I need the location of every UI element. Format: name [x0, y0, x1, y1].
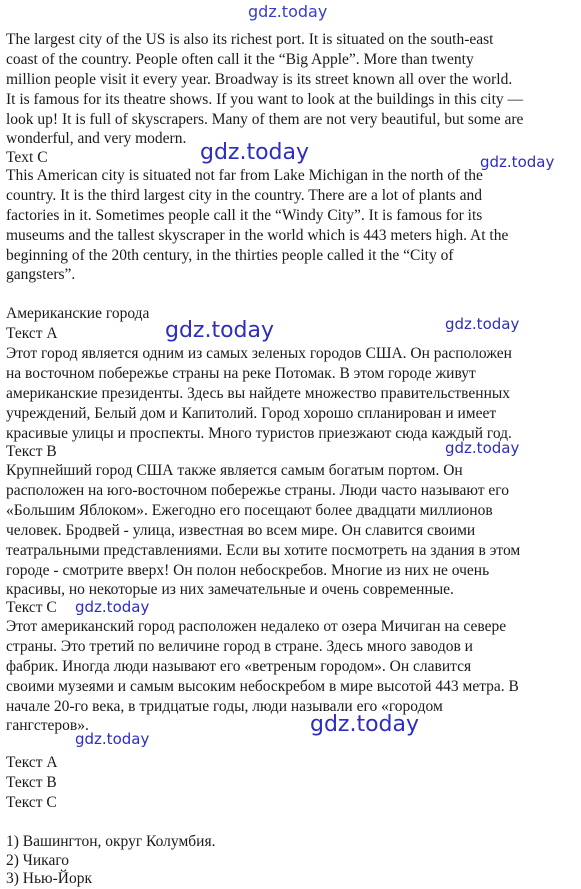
answer-label: Текст А: [6, 754, 58, 771]
text-line: театральными представлениями. Если вы хотите посмотреть на здания в этом: [6, 542, 521, 559]
text-line: Этот американский город расположен недалеко от озера Мичиган на севере: [6, 618, 507, 635]
text-line: своими музеями и самым высоким небоскребом в мире высотой 443 метра. В: [6, 678, 519, 695]
section-heading: Текст А: [6, 325, 58, 342]
section-title: Американские города: [6, 305, 150, 322]
text-line: человек. Бродвей - улица, известная во всем мире. Он славится своими: [6, 522, 476, 539]
text-line: look up! It is full of skyscrapers. Many of them are not very beautiful, but some are: [6, 111, 524, 128]
watermark: gdz.today: [445, 315, 520, 333]
section-heading: Текст B: [6, 443, 57, 460]
watermark-top: gdz.today: [248, 2, 328, 21]
watermark: gdz.today: [310, 712, 420, 737]
text-line: beginning of the 20th century, in the thirties people called it the “City of: [6, 247, 454, 264]
watermark: gdz.today: [165, 318, 275, 343]
text-line: wonderful, and very modern.: [6, 130, 187, 147]
text-line: страны. Это третий по величине город в стране. Здесь много заводов и: [6, 638, 473, 655]
text-line: американские президенты. Здесь вы найдете множество правительственных: [6, 385, 511, 402]
answer-option: 1) Вашингтон, округ Колумбия.: [6, 833, 216, 850]
answer-label: Текст B: [6, 774, 57, 791]
text-line: country. It is the third largest city in the country. There are a lot of plants and: [6, 187, 483, 204]
section-heading: Текст C: [6, 599, 57, 616]
answer-option: 3) Нью-Йорк: [6, 870, 93, 887]
text-line: гангстеров».: [6, 717, 89, 734]
watermark: gdz.today: [200, 140, 310, 165]
watermark: gdz.today: [445, 439, 520, 457]
text-line: The largest city of the US is also its richest port. It is situated on the south-east: [6, 31, 494, 48]
text-line: million people visit it every year. Broadway is its street known all over the world.: [6, 71, 513, 88]
text-line: начале 20-го века, в тридцатые годы, люди называли его «городом: [6, 698, 443, 715]
answer-label: Текст C: [6, 794, 57, 811]
text-line: красивы, но некоторые из них замечательные и очень современные.: [6, 581, 454, 598]
section-heading: Text C: [6, 149, 48, 166]
text-line: учреждений, Белый дом и Капитолий. Город хорошо спланирован и имеет: [6, 405, 497, 422]
text-line: «Большим Яблоком». Ежегодно его посещают более двадцати миллионов: [6, 502, 493, 519]
text-line: gangsters”.: [6, 266, 76, 283]
text-line: This American city is situated not far from Lake Michigan in the north of the: [6, 167, 483, 184]
text-line: на восточном побережье страны на реке Потомак. В этом городе живут: [6, 365, 476, 382]
text-line: factories in it. Sometimes people call it the “Windy City”. It is famous for its: [6, 207, 483, 224]
text-line: coast of the country. People often call it the “Big Apple”. More than twenty: [6, 51, 474, 68]
text-line: Крупнейший город США также является самым богатым портом. Он: [6, 462, 463, 479]
answer-option: 2) Чикаго: [6, 852, 70, 869]
watermark: gdz.today: [480, 153, 555, 171]
text-line: фабрик. Иногда люди называют его «ветреным городом». Он славится: [6, 658, 472, 675]
watermark: gdz.today: [75, 598, 150, 616]
text-line: It is famous for its theatre shows. If you want to look at the buildings in this city —: [6, 91, 524, 108]
text-line: красивые улицы и проспекты. Много туристов приезжают сюда каждый год.: [6, 425, 512, 442]
text-line: городе - смотрите вверх! Он полон небоскребов. Многие из них не очень: [6, 562, 490, 579]
watermark: gdz.today: [75, 730, 150, 748]
text-line: museums and the tallest skyscraper in the world which is 443 meters high. At the: [6, 227, 509, 244]
text-line: расположен на юго-восточном побережье страны. Люди часто называют его: [6, 482, 510, 499]
text-line: Этот город является одним из самых зеленых городов США. Он расположен: [6, 345, 512, 362]
